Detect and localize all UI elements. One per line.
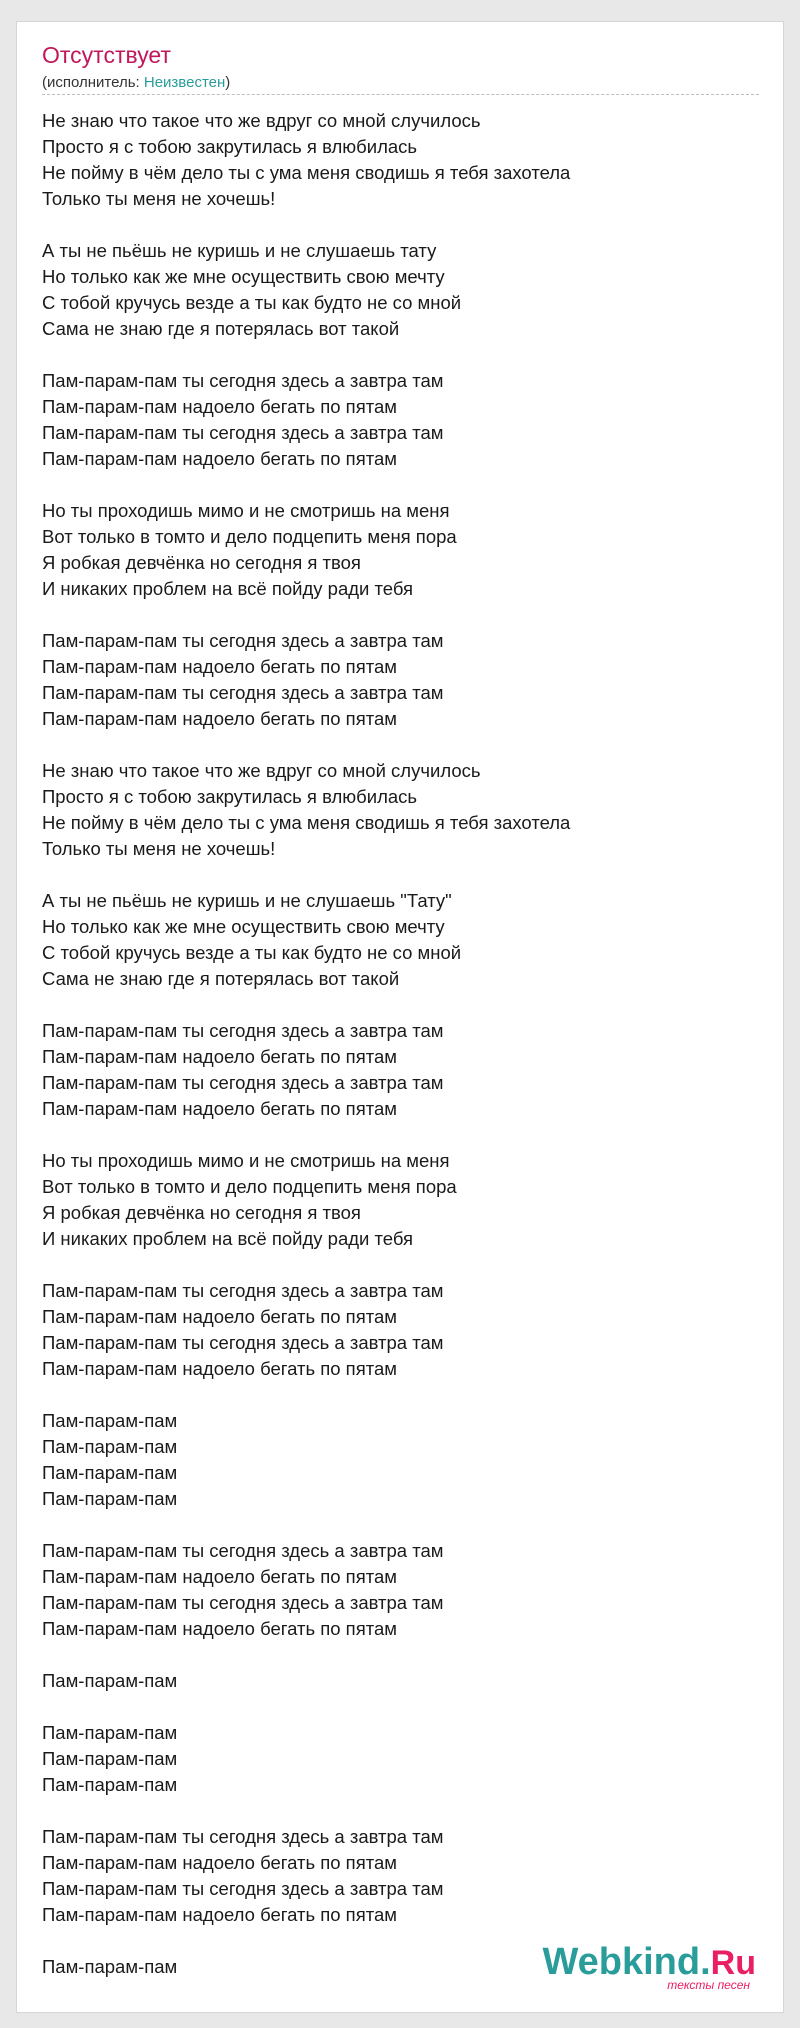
lyrics-stanza bbox=[42, 1720, 762, 1798]
lyric-line: Пам-парам-пам надоело бегать по пятам bbox=[42, 1904, 397, 1925]
lyric-line: Пам-парам-пам надоело бегать по пятам bbox=[42, 1358, 397, 1379]
lyrics-stanza bbox=[42, 628, 762, 732]
lyric-line: Пам-парам-пам надоело бегать по пятам bbox=[42, 1852, 397, 1873]
lyric-line: Просто я с тобою закрутилась я влюбилась bbox=[42, 786, 418, 807]
lyric-line: Пам-парам-пам ты сегодня здесь а завтра там bbox=[42, 1878, 444, 1899]
lyric-line: Пам-парам-пам bbox=[42, 1436, 178, 1457]
lyrics-stanza bbox=[42, 238, 762, 342]
lyric-line: Но только как же мне осуществить свою мечту bbox=[42, 266, 445, 287]
lyric-line: Пам-парам-пам ты сегодня здесь а завтра там bbox=[42, 630, 444, 651]
lyric-line: Не знаю что такое что же вдруг со мной случилось bbox=[42, 760, 481, 781]
lyrics-stanza bbox=[42, 758, 762, 862]
title-divider bbox=[42, 94, 759, 95]
lyrics-stanza bbox=[42, 1824, 762, 1928]
lyrics-stanza bbox=[42, 368, 762, 472]
song-title: Отсутствует bbox=[42, 42, 171, 68]
lyric-line: Вот только в томто и дело подцепить меня пора bbox=[42, 1176, 457, 1197]
lyrics-stanza bbox=[42, 1018, 762, 1122]
lyrics-stanza bbox=[42, 1278, 762, 1382]
lyric-line: Только ты меня не хочешь! bbox=[42, 188, 276, 209]
lyric-line: Не пойму в чём дело ты с ума меня сводишь я тебя захотела bbox=[42, 812, 571, 833]
artist-suffix: ) bbox=[225, 74, 231, 91]
lyric-line: Пам-парам-пам надоело бегать по пятам bbox=[42, 1618, 397, 1639]
webkind-logo bbox=[542, 1941, 756, 1992]
lyric-line: Но только как же мне осуществить свою мечту bbox=[42, 916, 445, 937]
lyric-line: Просто я с тобою закрутилась я влюбилась bbox=[42, 136, 418, 157]
lyric-line: Пам-парам-пам надоело бегать по пятам bbox=[42, 708, 397, 729]
lyrics-stanza bbox=[42, 1668, 762, 1694]
lyric-line: Пам-парам-пам надоело бегать по пятам bbox=[42, 656, 397, 677]
lyric-line: Пам-парам-пам bbox=[42, 1774, 178, 1795]
lyric-line: Пам-парам-пам ты сегодня здесь а завтра там bbox=[42, 1826, 444, 1847]
lyric-line: Сама не знаю где я потерялась вот такой bbox=[42, 968, 400, 989]
lyric-line: Только ты меня не хочешь! bbox=[42, 838, 276, 859]
lyric-line: Пам-парам-пам ты сегодня здесь а завтра там bbox=[42, 1592, 444, 1613]
lyric-line: И никаких проблем на всё пойду ради тебя bbox=[42, 1228, 414, 1249]
lyric-line: Пам-парам-пам bbox=[42, 1462, 178, 1483]
lyric-line: Пам-парам-пам надоело бегать по пятам bbox=[42, 1046, 397, 1067]
lyrics-card bbox=[16, 21, 784, 2013]
lyrics-stanza bbox=[42, 108, 762, 212]
lyric-line: Я робкая девчёнка но сегодня я твоя bbox=[42, 552, 361, 573]
lyrics-stanza bbox=[42, 888, 762, 992]
lyric-line: И никаких проблем на всё пойду ради тебя bbox=[42, 578, 414, 599]
lyric-line: Пам-парам-пам ты сегодня здесь а завтра там bbox=[42, 370, 444, 391]
lyric-line: Пам-парам-пам надоело бегать по пятам bbox=[42, 448, 397, 469]
artist-prefix: (исполнитель: bbox=[42, 74, 144, 91]
lyric-line: Пам-парам-пам bbox=[42, 1410, 178, 1431]
lyric-line: Пам-парам-пам ты сегодня здесь а завтра там bbox=[42, 1332, 444, 1353]
lyrics-stanza bbox=[42, 1148, 762, 1252]
lyric-line: Сама не знаю где я потерялась вот такой bbox=[42, 318, 400, 339]
lyric-line: С тобой кручусь везде а ты как будто не со мной bbox=[42, 292, 462, 313]
lyrics-stanza bbox=[42, 1538, 762, 1642]
lyric-line: Пам-парам-пам ты сегодня здесь а завтра там bbox=[42, 1540, 444, 1561]
lyric-line: Пам-парам-пам ты сегодня здесь а завтра там bbox=[42, 1020, 444, 1041]
lyric-line: Пам-парам-пам надоело бегать по пятам bbox=[42, 1098, 397, 1119]
lyric-line: Пам-парам-пам bbox=[42, 1488, 178, 1509]
lyric-line: Я робкая девчёнка но сегодня я твоя bbox=[42, 1202, 361, 1223]
lyric-line: Пам-парам-пам bbox=[42, 1670, 178, 1691]
lyric-line: Пам-парам-пам bbox=[42, 1748, 178, 1769]
lyric-line: Пам-парам-пам ты сегодня здесь а завтра там bbox=[42, 1072, 444, 1093]
lyric-line: Пам-парам-пам bbox=[42, 1722, 178, 1743]
lyric-line: Не знаю что такое что же вдруг со мной случилось bbox=[42, 110, 481, 131]
lyric-line: А ты не пьёшь не куришь и не слушаешь тату bbox=[42, 240, 437, 261]
lyric-line: Пам-парам-пам надоело бегать по пятам bbox=[42, 396, 397, 417]
lyric-line: Пам-парам-пам надоело бегать по пятам bbox=[42, 1566, 397, 1587]
lyric-line: Но ты проходишь мимо и не смотришь на меня bbox=[42, 500, 450, 521]
lyric-line: С тобой кручусь везде а ты как будто не со мной bbox=[42, 942, 462, 963]
lyrics-stanza bbox=[42, 498, 762, 602]
lyric-line: Пам-парам-пам надоело бегать по пятам bbox=[42, 1306, 397, 1327]
lyric-line: А ты не пьёшь не куришь и не слушаешь "Тату" bbox=[42, 890, 452, 911]
lyric-line: Пам-парам-пам bbox=[42, 1956, 178, 1977]
lyric-line: Пам-парам-пам ты сегодня здесь а завтра там bbox=[42, 682, 444, 703]
logo-wordmark: Webkind.Ru bbox=[542, 1941, 756, 1983]
artist-line bbox=[42, 74, 230, 92]
lyric-line: Вот только в томто и дело подцепить меня пора bbox=[42, 526, 457, 547]
lyric-line: Пам-парам-пам ты сегодня здесь а завтра там bbox=[42, 1280, 444, 1301]
lyric-line: Не пойму в чём дело ты с ума меня сводишь я тебя захотела bbox=[42, 162, 571, 183]
lyric-line: Пам-парам-пам ты сегодня здесь а завтра там bbox=[42, 422, 444, 443]
lyric-line: Но ты проходишь мимо и не смотришь на меня bbox=[42, 1150, 450, 1171]
artist-link[interactable]: Неизвестен bbox=[143, 74, 226, 91]
logo-tagline: тексты песен bbox=[667, 1978, 750, 1992]
lyrics-stanza bbox=[42, 1408, 762, 1512]
lyrics-body bbox=[42, 108, 762, 2006]
